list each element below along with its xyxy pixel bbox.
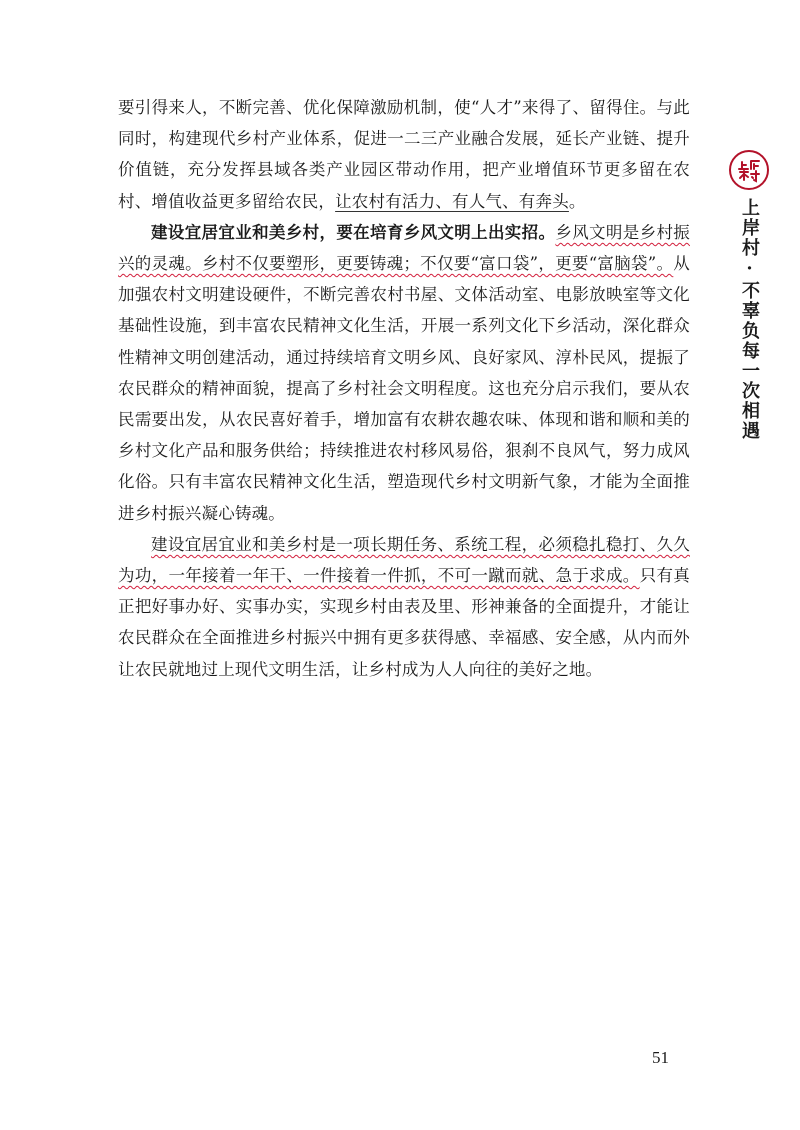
page-number: 51	[652, 1048, 669, 1067]
paragraph-2	[118, 217, 690, 529]
wavy-underlined-phrase-2: 建设宜居宜业和美乡村是一项长期任务、系统工程，必须稳扎稳打、久久为功，一年接着一年干、一件接着一件抓，不可一蹴而就、急于求成。	[118, 534, 690, 586]
wavy-underlined-phrase: 乡风文明是乡村振兴的灵魂。乡村不仅要塑形，更要铸魂；不仅要“富口袋”，更要“富脑袋”。	[118, 222, 690, 274]
paragraph-2-lead: 建设宜居宜业和美乡村，要在培育乡风文明上出实招。	[151, 222, 556, 242]
underlined-phrase: 让农村有活力、有人气、有奔头	[335, 191, 569, 211]
paragraph-3-text: 只有真正把好事办好、实事办实，实现乡村由表及里、形神兼备的全面提升，才能让农民群众在全面推进乡村振兴中拥有更多获得感、幸福感、安全感，从内而外让农民就地过上现代文明生活，让乡村成为人人向往的美好之地。	[118, 566, 690, 679]
seal-logo-icon	[735, 156, 763, 184]
seal-icon	[729, 150, 769, 190]
side-title	[729, 150, 769, 441]
vertical-book-title: 上岸村·不辜负每一次相遇	[739, 198, 760, 441]
paragraph-3	[118, 529, 690, 685]
paragraph-1-end: 。	[568, 191, 586, 211]
paragraph-2-text: 从加强农村文明建设硬件，不断完善农村书屋、文体活动室、电影放映室等文化基础性设施，到丰富农民精神文化生活，开展一系列文化下乡活动，深化群众性精神文明创建活动，通过持续培育文明乡风、良好家风、淳朴民风，提振了农民群众的精神面貌，提高了乡村社会文明程度。这也充分启示我们，要从农民需要出发，从农民喜好着手，增加富有农耕农趣农味、体现和谐和顺和美的乡村文化产品和服务供给；持续推进农村移风易俗，狠刹不良风气，努力成风化俗。只有丰富农民精神文化生活，塑造现代乡村文明新气象，才能为全面推进乡村振兴凝心铸魂。	[118, 254, 690, 523]
paragraph-1-text: 要引得来人，不断完善、优化保障激励机制，使“人才”来得了、留得住。与此同时，构建现代乡村产业体系，促进一二三产业融合发展，延长产业链、提升价值链，充分发挥县域各类产业园区带动作用，把产业增值环节更多留在农村、增值收益更多留给农民，	[118, 98, 690, 211]
body-text	[118, 92, 690, 685]
paragraph-1	[118, 92, 690, 217]
